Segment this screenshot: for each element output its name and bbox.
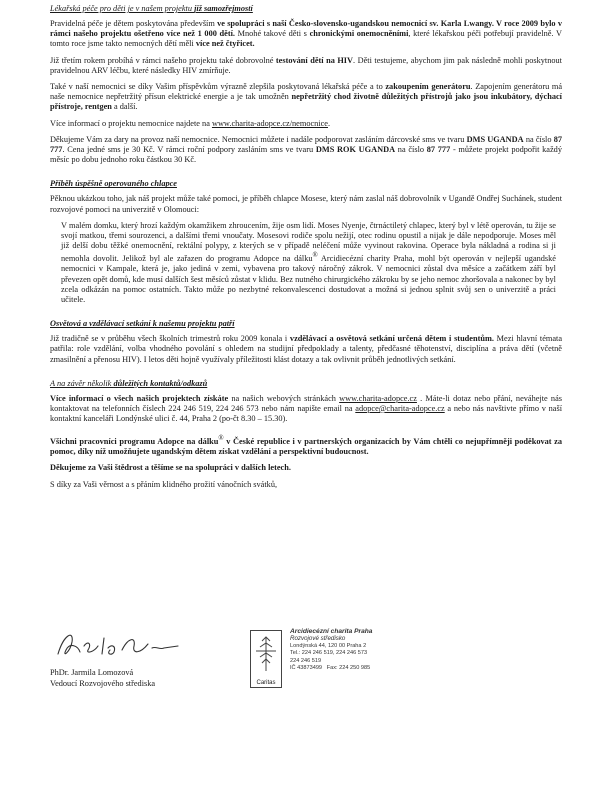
hospital-link[interactable]: www.charita-adopce.cz/nemocnice — [211, 118, 328, 128]
caritas-logo — [250, 630, 282, 688]
text: a nebo nás navštivte přímo v naší kontaktní kanceláři Londýnské ulici č. 44, Praha 2 (po-čt 8.30 – 15.30). — [50, 403, 562, 424]
caritas-stamp — [250, 624, 470, 696]
quote-moses-story — [50, 221, 562, 305]
heading-text-bold: již samozřejmostí — [194, 4, 253, 13]
text: Mezi hlavní témata patřila: role vzdělání, volba vhodného povolání s ohledem na studijní předpoklady a talenty, předčasné těhotenství, disciplína a práva dětí (včetně zmasilnění a přenosu HIV). I letos děti hojně využívaly příležitosti klást dotazy a tak ovlivnit průběh jednotlivých setkání. — [50, 334, 563, 364]
registered-mark: ® — [312, 252, 318, 260]
email-link[interactable]: adopce@charita-adopce.cz — [355, 403, 445, 413]
paragraph-generator — [50, 82, 562, 113]
paragraph-closing: S díky za Vaši věrnost a s přáním klidného prožití vánočních svátků, — [50, 479, 278, 489]
text: Mnohé takové děti s — [234, 29, 310, 39]
text-bold: více než čtyřicet. — [195, 39, 255, 49]
text: . Cena jedné sms je 30 Kč. V rámci roční podpory zasláním sms ve tvaru — [62, 144, 316, 154]
text: . — [327, 118, 331, 128]
text-bold: nepřetržitý chod životně důležitých přístrojů jako jsou inkubátory, dýchací přístroje, rentgen — [50, 92, 562, 112]
section-heading-contacts — [50, 379, 562, 389]
registered-mark: ® — [218, 435, 224, 443]
caritas-ic-fax — [290, 665, 372, 672]
text-bold: Všichni pracovníci programu Adopce na dálku — [50, 437, 219, 447]
caritas-ic: IČ 43873499 — [290, 665, 323, 672]
section-heading-boy-story — [50, 179, 562, 189]
paragraph-hiv-testing — [50, 56, 562, 76]
signature-block — [50, 624, 270, 689]
paragraph-education — [50, 334, 562, 365]
paragraph-thanks-staff — [50, 434, 562, 457]
website-link[interactable]: www.charita-adopce.cz — [339, 393, 417, 403]
heading-text: A na závěr několik — [50, 378, 114, 388]
paragraph-sms-donation — [50, 135, 562, 166]
caritas-org-name: Arcidiecézní charita Praha — [290, 628, 373, 635]
text-bold: zakoupením generátoru — [385, 81, 471, 91]
section-heading-medical-care — [50, 4, 562, 14]
paragraph-hospital-link — [50, 119, 562, 129]
caritas-tel2: 224 246 519 — [290, 657, 322, 664]
caritas-contact — [290, 628, 372, 672]
caritas-logo-caption: Caritas — [256, 680, 276, 686]
paragraph-contacts — [50, 394, 562, 425]
text: . Zapojením generátoru má naše nemocnice nepřetržitý přísun elektrické energie a je tak umožněn — [50, 81, 563, 102]
text: Děkujeme Vám za dary na provoz naší nemocnice. Nemocnici můžete i nadále podporovat zasláním dárcovské sms ve tvaru — [50, 134, 467, 144]
text-bold: Děkujeme za Vaši štědrost a těšíme se na spolupráci v dalších letech. — [50, 463, 291, 473]
signatory-name: PhDr. Jarmila Lomozová — [50, 668, 134, 677]
text-bold: DMS UGANDA — [466, 134, 524, 144]
text: na číslo — [395, 144, 427, 154]
caritas-address: Londýnská 44, 120 00 Praha 2 — [290, 642, 367, 649]
text-bold: testování dětí na HIV — [275, 55, 354, 65]
handwritten-signature — [44, 624, 194, 668]
signatory-role: Vedoucí Rozvojového střediska — [50, 678, 156, 688]
paragraph-thanks-generosity — [50, 463, 562, 473]
text: - můžete projekt podpořit každý měsíc po dobu jednoho roku částkou 30 Kč. — [50, 144, 562, 165]
text: Již tradičně se v průběhu všech školních trimestrů roku 2009 konala i — [50, 334, 290, 344]
text-bold: 87 777 — [426, 144, 451, 154]
text-bold: vzdělávací a osvětová setkání určená dětem i studentům. — [289, 334, 494, 344]
text: Již třetím rokem probíhá v rámci našeho projektu také dobrovolné — [50, 55, 276, 65]
text: . Děti testujeme, abychom jim pak následně mohli poskytnout pravidelnou ARV léčbu, které následky HIV zmírňuje. — [50, 55, 562, 75]
heading-text-bold: důležitých kontaktů/odkazů — [113, 378, 208, 388]
heading-text-bold: Osvětová a vzdělávací setkání k našemu projektu patří — [50, 319, 235, 329]
text-bold: chronickými onemocněními — [309, 29, 409, 39]
text: Více informací o projektu nemocnice najdete na — [50, 118, 212, 128]
signature-area — [50, 624, 562, 724]
heading-text-bold: Příběh úspěšně operovaného chlapce — [50, 179, 177, 189]
paragraph-story-intro: Pěknou ukázkou toho, jak náš projekt může také pomoci, je příběh chlapce Mosese, který nám zaslal náš dobrovolník v Ugandě Ondřej Suchánek, student rozvojové pomoci na univerzitě v Olomouci: — [50, 194, 562, 214]
text-bold: DMS ROK UGANDA — [315, 144, 396, 154]
text-bold: Více informací o všech našich projektech získáte — [50, 393, 229, 403]
text: a další. — [111, 102, 138, 112]
text-bold: v České republice i v partnerských organizacích by Vám chtěli co nejupřímněji poděkovat za pomoc, díky níž umožňujete ugandským dětem získat vzdělání a perspektivní budoucnost. — [50, 437, 562, 457]
text: na našich webových stránkách — [228, 393, 340, 403]
text: Arcidiecézní charity Praha, mohl být operován v nejlepší ugandské nemocnici v Kampale, která je, jako jediná v zemi, vybavena pro takový náročný zákrok. V nemocnici zůstal dva měsíce a začátkem září byl převezen opět domů, kde musí dalších šest měsíců zůstat v klidu. Bez nutného chirurgického zákroku by se jeho nemoc zhoršovala a nakonec by byl zcela odkázán na pomoc ostatních. Takto může po nezbytné rekonvalescenci dostudovat a možná si jednou splnit svůj sen o univerzitě a práci učitele. — [61, 254, 556, 304]
text: , které lékařskou péči potřebují pravidelně. V tomto roce jsme takto nemocných dětí měli — [50, 29, 562, 49]
text: Také v naší nemocnici se díky Vašim příspěvkům výrazně zlepšila poskytovaná lékařská péče a to — [50, 81, 386, 91]
caritas-cross-icon — [251, 633, 281, 677]
caritas-unit: Rozvojové středisko — [290, 635, 346, 643]
text-bold: 87 777 — [50, 134, 562, 154]
paragraph-medical-care — [50, 19, 562, 50]
caritas-fax: Fax: 224 250 985 — [326, 665, 371, 672]
caritas-tel: Tel.: 224 246 519, 224 246 573 — [290, 650, 368, 657]
text-bold: ve spolupráci s naší Česko-slovensko-ugandskou nemocnicí sv. Karla Lwangy. V roce 2009 bylo v rámci našeho projektu ošetřeno více než 1 000 dětí. — [50, 18, 562, 39]
text: . Máte-li dotaz nebo přání, neváhejte nás kontaktovat na telefonních číslech 224 246 519, 224 246 573 nebo nám napište email na — [50, 393, 562, 413]
section-heading-education — [50, 319, 562, 329]
text: Pravidelná péče je dětem poskytována především — [50, 18, 218, 28]
text: V malém domku, který hrozí každým okamžikem zhroucením, žije osm lidí. Moses Nyenje, čtrnáctiletý chlapec, který byl v létě operován, tu žije se svojí matkou, třemi sourozenci, a dalšími třemi vnoučaty. Mosesovi rodiče spolu nežijí, otec rodinu opustil a nijak je dále nepodporuje. Moses měl již delší dobu těžké onemocnění, rektální polypy, z kterých se v případě neléčení může vyvinout rakovina. Operace byla nákladná a rodina si ji nemohla dovolit. Jelikož byl ale zařazen do programu Adopce na dálku — [61, 220, 556, 264]
heading-text: Lékařská péče pro děti je v našem projektu — [50, 4, 195, 13]
text: na číslo — [523, 134, 554, 144]
